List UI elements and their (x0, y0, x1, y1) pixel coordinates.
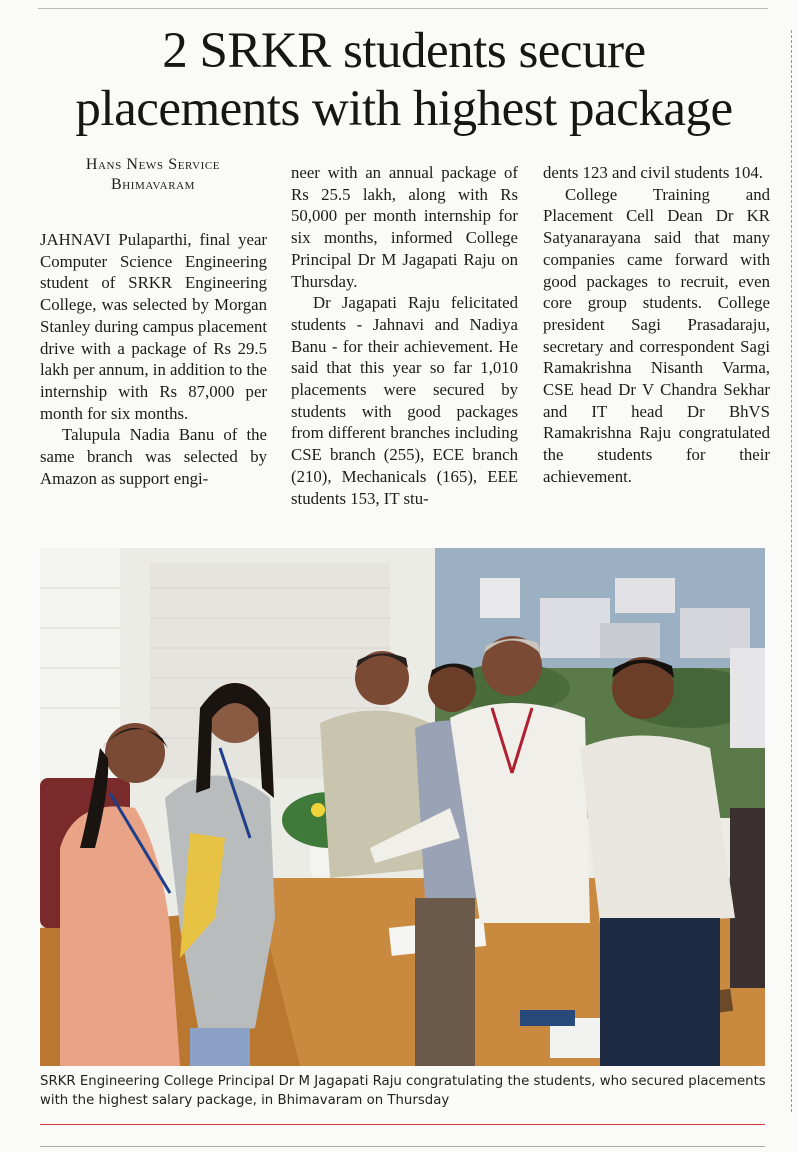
byline (40, 155, 266, 195)
headline (34, 22, 774, 138)
adjacent-column-divider (791, 30, 792, 1112)
paragraph: College Training and Placement Cell Dean Dr KR Satyanarayana said that many companies came forward with good packages to recruit, even core group students. College president Sagi Prasadaraju, secretary and correspondent Sagi Ramakrishna Nisanth Varma, CSE head Dr V Chandra Sekhar and IT head Dr BhVS Ramakrishna Raju congratulated the students for their achievement. (543, 184, 770, 486)
headline-line-2: placements with highest package (75, 81, 733, 137)
photo-caption: SRKR Engineering College Principal Dr M Jagapati Raju congratulating the students, who secured placements with the highest salary package, in Bhimavaram on Thursday (40, 1074, 766, 1108)
news-photo (40, 548, 765, 1066)
paragraph: JAHNAVI Pulaparthi, final year Computer Science Engineering student of SRKR Engineering College, was selected by Morgan Stanley during campus placement drive with a package of Rs 29.5 lakh per annum, in addition to the internship with Rs 87,000 per month for six months. (40, 230, 267, 423)
bottom-divider (40, 1146, 765, 1147)
byline-place: Bhimavaram (110, 176, 196, 193)
paragraph: Dr Jagapati Raju felicitated students - Jahnavi and Nadiya Banu - for their achievement. He said that this year so far 1,010 placements were secured by students with good packages from different branches including CSE branch (255), ECE branch (210), Mechanicals (165), EEE students 153, IT stu- (291, 293, 518, 508)
article-column-3 (543, 162, 770, 488)
paragraph: dents 123 and civil students 104. (543, 163, 763, 182)
caption-underline (40, 1124, 765, 1125)
top-divider (38, 8, 768, 9)
headline-line-1: 2 SRKR students secure (162, 23, 646, 79)
byline-agency: Hans News Service (85, 156, 221, 173)
right-chair (730, 808, 765, 988)
article-column-2 (291, 162, 518, 509)
paragraph: neer with an annual package of Rs 25.5 lakh, along with Rs 50,000 per month internship for six months, informed College Principal Dr M Jagapati Raju on Thursday. (291, 163, 518, 291)
paragraph: Talupula Nadia Banu of the same branch was selected by Amazon as support engi- (40, 425, 267, 488)
article-column-1 (40, 229, 267, 489)
